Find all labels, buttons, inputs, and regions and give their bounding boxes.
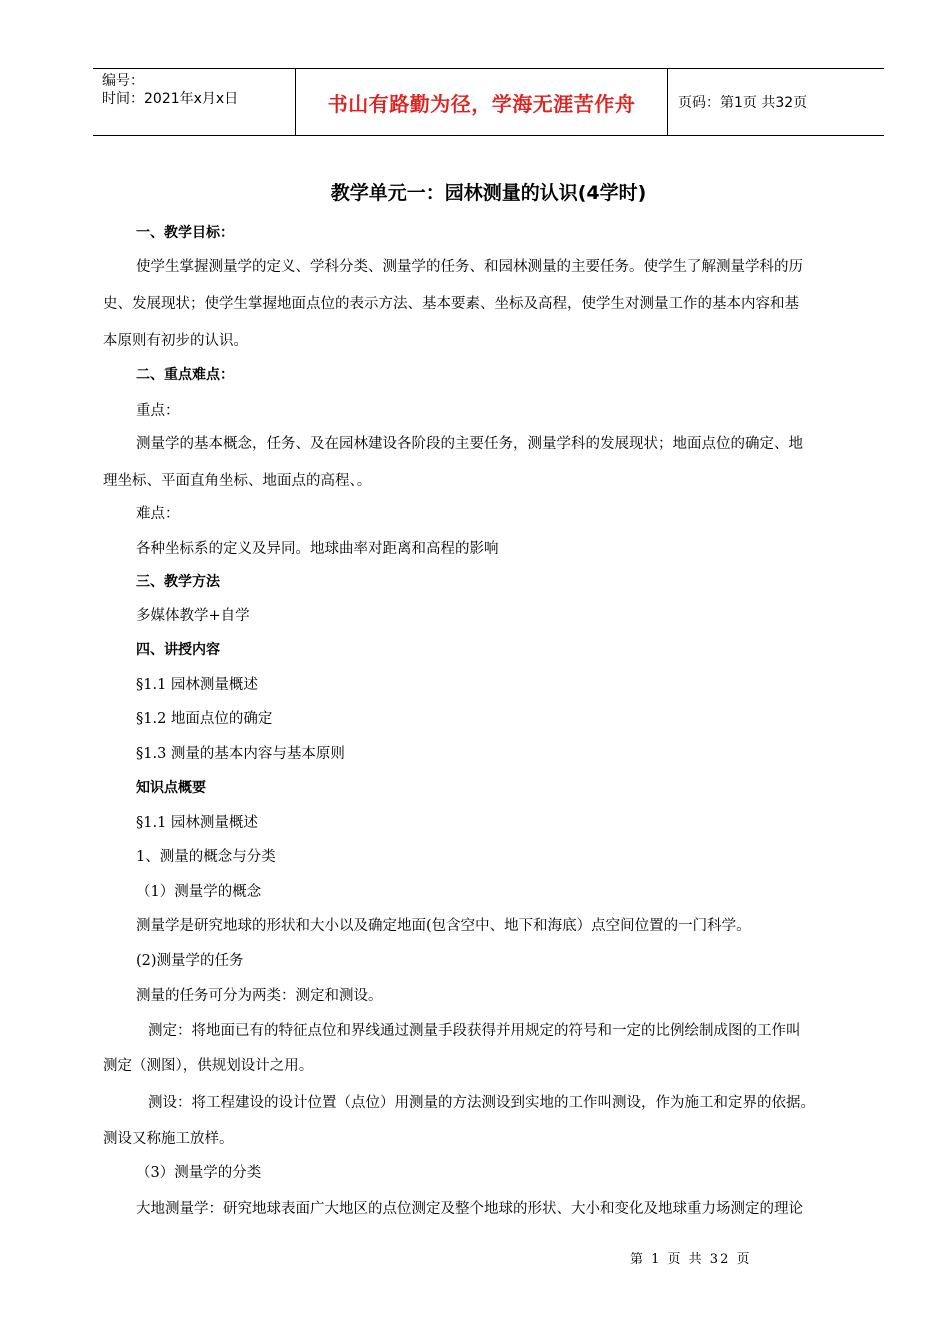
key-label: 重点： <box>136 403 180 419</box>
paragraph-line: 测量学的基本概念，任务、及在园林建设各阶段的主要任务，测量学科的发展现状；地面点位的确定、地 <box>136 436 803 452</box>
paragraph-line: 大地测量学：研究地球表面广大地区的点位测定及整个地球的形状、大小和变化及地球重力场测定的理论 <box>136 1201 803 1217</box>
paragraph-line: 使学生掌握测量学的定义、学科分类、测量学的任务、和园林测量的主要任务。使学生了解测量学科的历 <box>136 259 803 275</box>
section-item: §1.1 园林测量概述 <box>136 677 258 693</box>
page-footer: 第 1 页 共 32 页 <box>630 1252 752 1267</box>
paragraph-line: 测设：将工程建设的设计位置（点位）用测量的方法测设到实地的工作叫测设，作为施工和定界的依据。 <box>148 1095 815 1111</box>
page-info: 页码：第1页 共32页 <box>678 95 808 111</box>
header-motto-cell <box>295 69 668 135</box>
section-item: §1.1 园林测量概述 <box>136 815 258 831</box>
document-title: 教学单元一：园林测量的认识(4学时) <box>330 182 647 204</box>
heading-objectives: 一、教学目标： <box>136 225 234 241</box>
header-page-cell <box>668 69 884 135</box>
serial-label: 编号： <box>102 73 144 89</box>
list-item: (2)测量学的任务 <box>136 953 244 969</box>
heading-content: 四、讲授内容 <box>136 642 220 658</box>
list-item: 1、测量的概念与分类 <box>136 849 276 865</box>
paragraph-line: 测量的任务可分为两类：测定和测设。 <box>136 988 383 1004</box>
heading-key-points: 二、重点难点： <box>136 367 234 383</box>
paragraph-line: 测量学是研究地球的形状和大小以及确定地面(包含空中、地下和海底）点空间位置的一门科学。 <box>136 918 751 934</box>
list-item: （3）测量学的分类 <box>136 1165 262 1181</box>
paragraph-line: 理坐标、平面直角坐标、地面点的高程、。 <box>103 473 372 489</box>
paragraph-line: 各种坐标系的定义及异同。地球曲率对距离和高程的影响 <box>136 541 499 557</box>
list-item: （1）测量学的概念 <box>136 884 262 900</box>
time-line: 时间：2021年x月x日 <box>102 91 239 107</box>
paragraph-line: 测设又称施工放样。 <box>103 1131 234 1147</box>
header-table <box>93 68 884 136</box>
header-left-cell <box>93 69 295 135</box>
section-item: §1.2 地面点位的确定 <box>136 711 273 727</box>
paragraph-line: 测定：将地面已有的特征点位和界线通过测量手段获得并用规定的符号和一定的比例绘制成图的工作叫 <box>148 1023 801 1039</box>
paragraph-line: 多媒体教学+自学 <box>136 608 250 624</box>
paragraph-line: 史、发展现状；使学生掌握地面点位的表示方法、基本要素、坐标及高程，使学生对测量工作的基本内容和基 <box>103 296 799 312</box>
motto: 书山有路勤为径，学海无涯苦作舟 <box>327 91 636 116</box>
paragraph-line: 测定（测图），供规划设计之用。 <box>103 1058 314 1074</box>
section-item: §1.3 测量的基本内容与基本原则 <box>136 746 345 762</box>
heading-method: 三、教学方法 <box>136 574 220 590</box>
paragraph-line: 本原则有初步的认识。 <box>103 333 248 349</box>
difficulty-label: 难点： <box>136 506 180 522</box>
heading-knowledge: 知识点概要 <box>136 780 206 796</box>
